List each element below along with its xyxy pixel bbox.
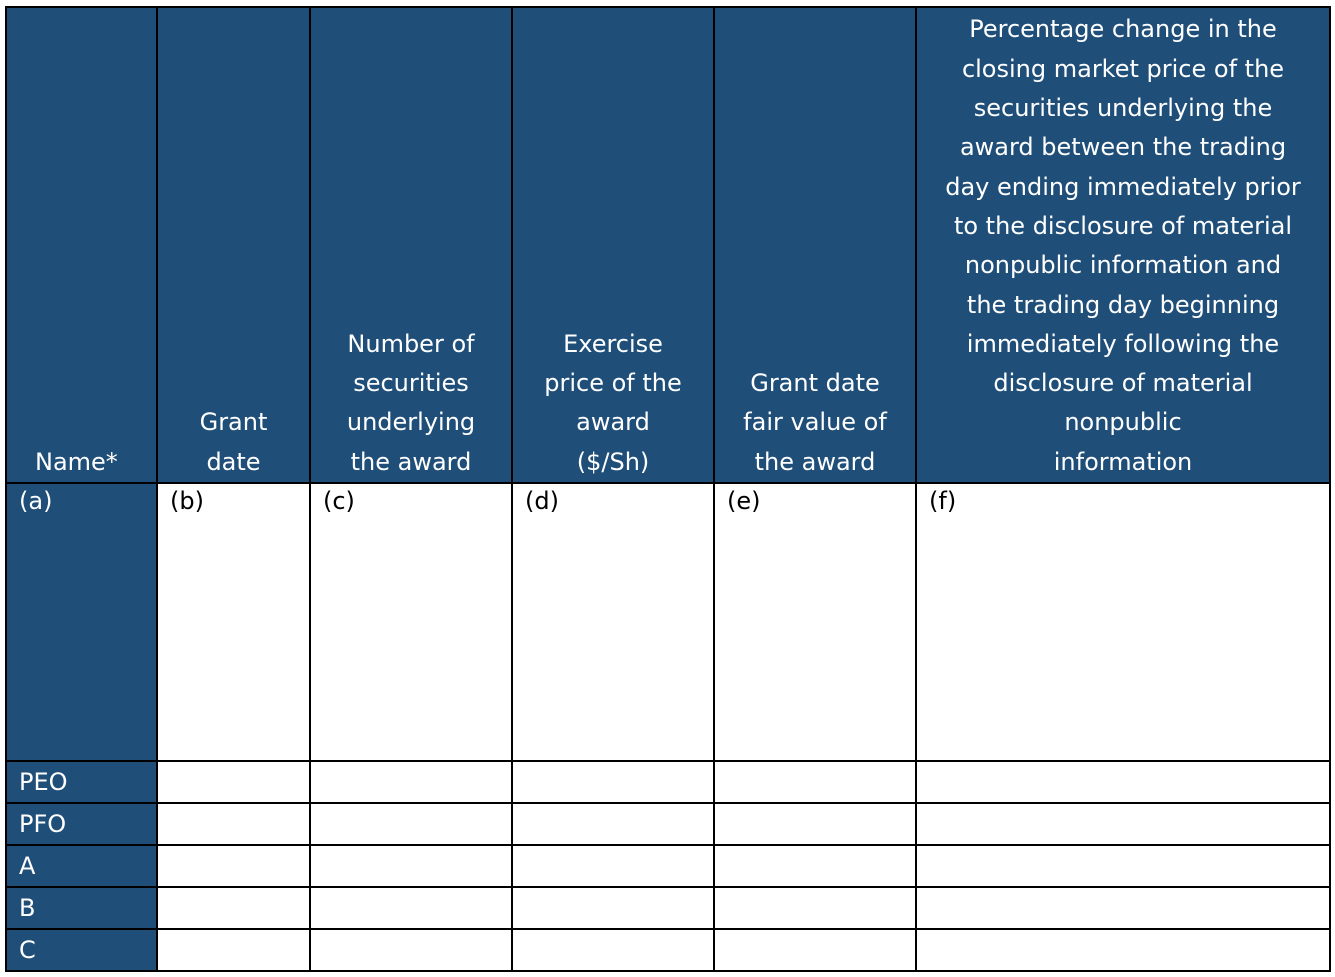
table-cell	[157, 845, 310, 887]
table-cell	[157, 761, 310, 803]
table-cell	[157, 887, 310, 929]
row-name-pfo: PFO	[6, 803, 157, 845]
header-grant-date-fair-value-text: Grant date fair value of the award	[743, 369, 887, 476]
table-row	[6, 761, 1330, 803]
row-name-b: B	[6, 887, 157, 929]
column-letter-a: (a)	[6, 483, 157, 761]
table-cell	[916, 761, 1330, 803]
table-cell	[714, 887, 916, 929]
header-number-of-securities-text: Number of securities underlying the award	[346, 329, 476, 476]
table-cell	[512, 845, 714, 887]
table-cell	[714, 929, 916, 971]
table-cell	[157, 929, 310, 971]
header-percentage-change-text: Percentage change in the closing market price of the securities underlying the award between the trading day ending immediately prior to the disclosure of material nonpublic information and the trading day beginning immediately following the disclosure of material nonpublic information	[945, 15, 1301, 476]
header-exercise-price-text: Exercise price of the award ($/Sh)	[544, 329, 682, 476]
column-letter-e: (e)	[714, 483, 916, 761]
table-cell	[310, 887, 512, 929]
table-cell	[916, 803, 1330, 845]
table-cell	[512, 761, 714, 803]
column-letter-row	[6, 483, 1330, 761]
row-name-c: C	[6, 929, 157, 971]
table-row	[6, 803, 1330, 845]
header-number-of-securities	[310, 7, 512, 483]
table-cell	[310, 803, 512, 845]
header-grant-date-fair-value	[714, 7, 916, 483]
column-letter-b: (b)	[157, 483, 310, 761]
table-cell	[512, 887, 714, 929]
header-name-text: Name*	[35, 447, 118, 476]
table-row	[6, 929, 1330, 971]
table-cell	[310, 929, 512, 971]
table-cell	[714, 803, 916, 845]
table-cell	[310, 845, 512, 887]
column-letter-d: (d)	[512, 483, 714, 761]
table-row	[6, 845, 1330, 887]
award-table	[5, 6, 1331, 972]
header-exercise-price	[512, 7, 714, 483]
table-cell	[310, 761, 512, 803]
table-cell	[916, 929, 1330, 971]
header-name	[6, 7, 157, 483]
row-name-peo: PEO	[6, 761, 157, 803]
column-letter-c: (c)	[310, 483, 512, 761]
table-cell	[512, 803, 714, 845]
table-cell	[916, 887, 1330, 929]
header-grant-date	[157, 7, 310, 483]
row-name-a: A	[6, 845, 157, 887]
table-cell	[714, 761, 916, 803]
table-cell	[157, 803, 310, 845]
header-row	[6, 7, 1330, 483]
header-grant-date-text: Grant date	[199, 408, 268, 476]
table-cell	[512, 929, 714, 971]
table-cell	[916, 845, 1330, 887]
header-percentage-change	[916, 7, 1330, 483]
column-letter-f: (f)	[916, 483, 1330, 761]
table-row	[6, 887, 1330, 929]
table-cell	[714, 845, 916, 887]
